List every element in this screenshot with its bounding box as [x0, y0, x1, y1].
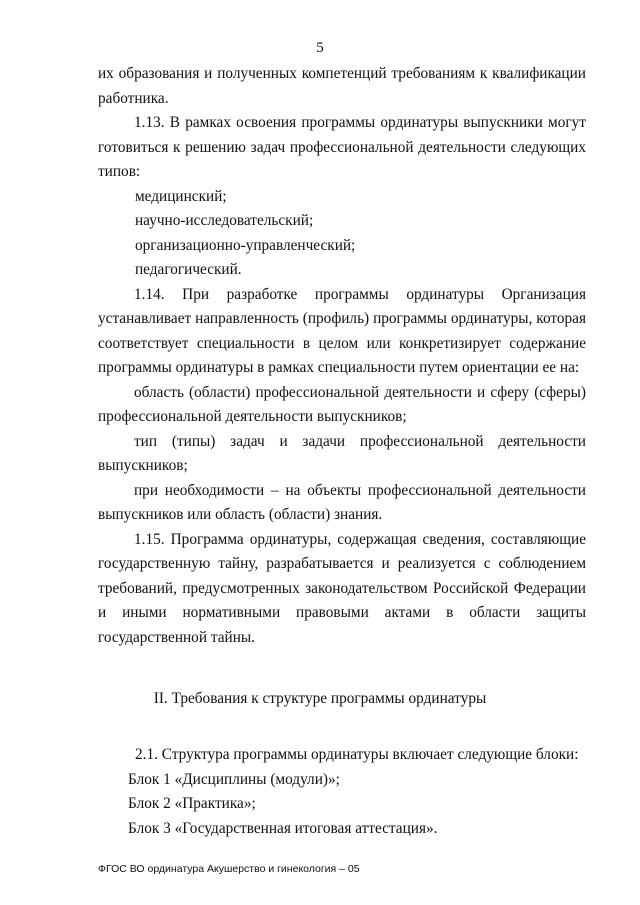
- paragraph-continuation: их образования и полученных компетенций требованиям к квалификации работника.: [98, 65, 586, 107]
- paragraph-1-13: 1.13. В рамках освоения программы ординатуры выпускники могут готовиться к решению задач профессиональной деятельности следующих типов:: [98, 114, 586, 180]
- page-number: 5: [316, 40, 324, 56]
- section-2-heading: II. Требования к структуре программы ординатуры: [153, 690, 487, 707]
- list-item-type: научно-исследовательский;: [135, 212, 314, 229]
- block-item: Блок 1 «Дисциплины (модули)»;: [128, 770, 340, 788]
- paragraph-2-1: 2.1. Структура программы ординатуры включает следующие блоки:: [135, 746, 579, 763]
- list-item-type: организационно-управленческий;: [135, 236, 356, 254]
- section-1-text: [98, 62, 586, 650]
- paragraph-area: область (области) профессиональной деятельности и сферу (сферы) профессиональной деятельности выпускников;: [98, 383, 586, 425]
- page-footer: ФГОС ВО ординатура Акушерство и гинекология – 05: [98, 863, 360, 875]
- block-item: Блок 2 «Практика»;: [128, 795, 256, 812]
- paragraph-objects: при необходимости – на объекты профессиональной деятельности выпускников или область (области) знания.: [98, 481, 586, 523]
- paragraph-tasks: тип (типы) задач и задачи профессиональной деятельности выпускников;: [98, 432, 586, 474]
- paragraph-1-14: 1.14. При разработке программы ординатуры Организация устанавливает направленность (профиль) программы ординатуры, которая соответствует специальности в целом или конкретизирует содержание программы ординатуры в рамках специальности путем ориентации ее на:: [98, 285, 586, 376]
- paragraph-1-15: 1.15. Программа ординатуры, содержащая сведения, составляющие государственную тайну, разрабатывается и реализуется с соблюдением требований, предусмотренных законодательством Российской Федерации и иными нормативными правовыми актами в области защиты государственной тайны.: [98, 530, 586, 646]
- list-item-type: педагогический.: [135, 261, 242, 278]
- section-2-text: [98, 743, 586, 841]
- list-item-type: медицинский;: [135, 187, 227, 205]
- block-item: Блок 3 «Государственная итоговая аттестация».: [128, 819, 438, 837]
